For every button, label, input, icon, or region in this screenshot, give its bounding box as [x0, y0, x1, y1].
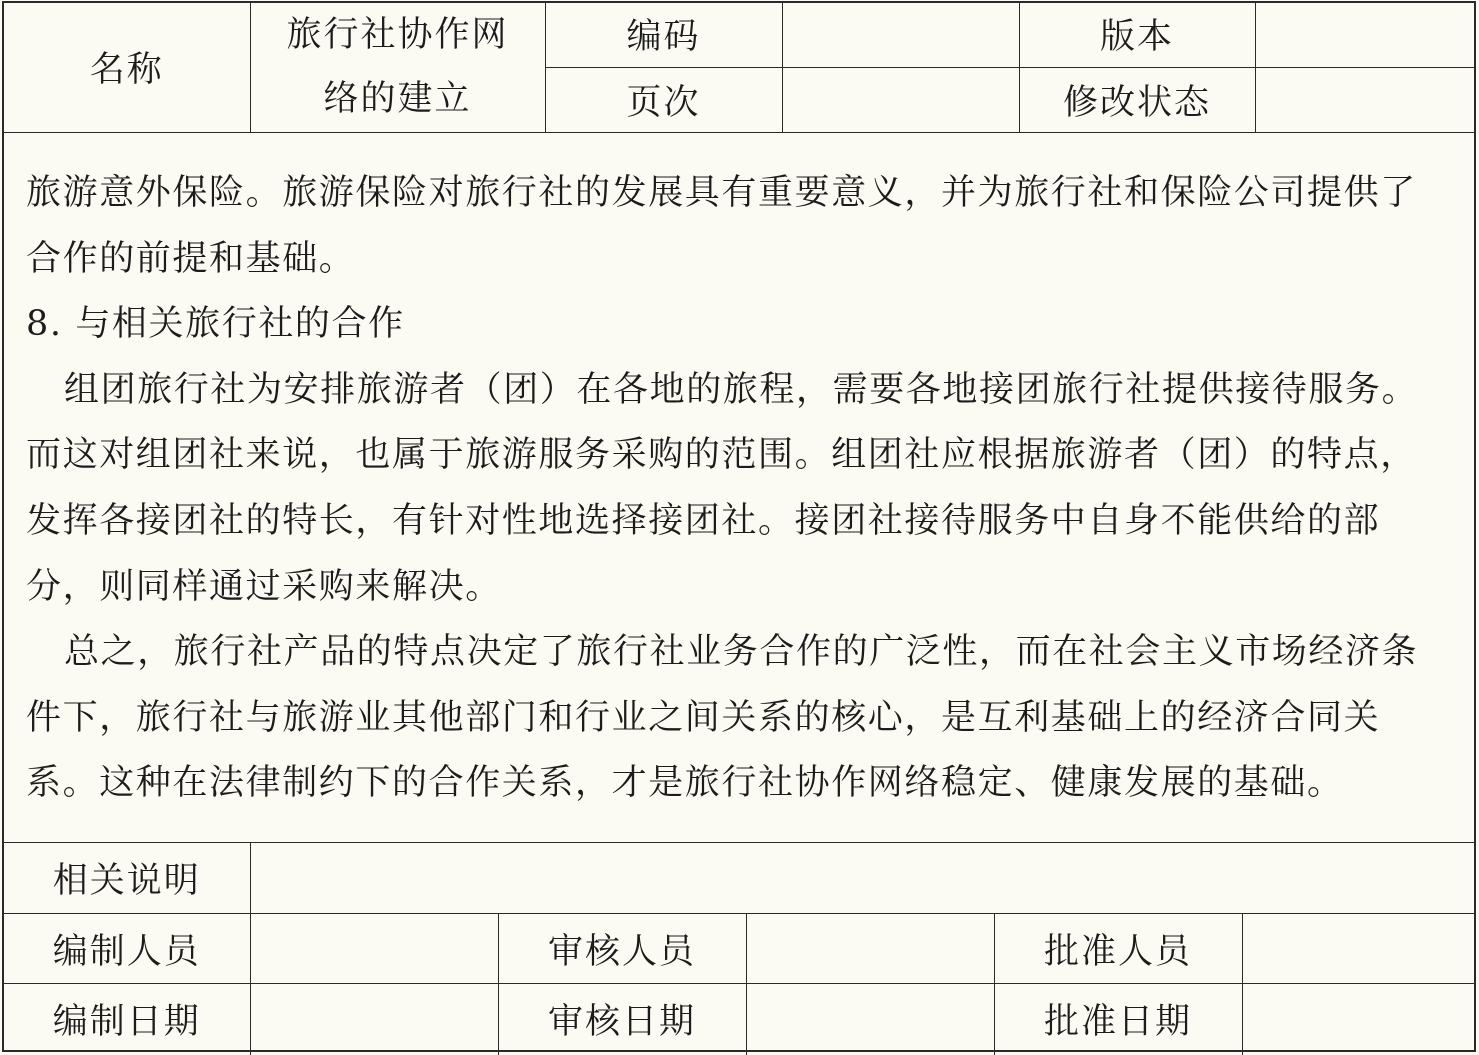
approver-value — [1242, 914, 1476, 984]
body-line: 总之，旅行社产品的特点决定了旅行社业务合作的广泛性，而在社会主义市场经济条 — [64, 632, 1419, 673]
document-sheet — [2, 1, 1476, 1052]
body-line: 件下，旅行社与旅游业其他部门和行业之间关系的核心，是互利基础上的经济合同关 — [26, 697, 1381, 738]
revision-label: 修改状态 — [1019, 67, 1255, 132]
document-title — [250, 2, 545, 132]
page-label: 页次 — [545, 67, 782, 132]
page-value — [782, 67, 1019, 132]
editor-label: 编制人员 — [4, 914, 250, 984]
version-label: 版本 — [1019, 2, 1255, 67]
version-value — [1255, 2, 1476, 67]
section-heading: 8. 与相关旅行社的合作 — [26, 304, 405, 345]
editor-value — [250, 914, 498, 984]
code-label: 编码 — [545, 2, 782, 67]
notes-value — [250, 843, 1476, 914]
body-line: 合作的前提和基础。 — [26, 238, 356, 279]
approver-label: 批准人员 — [994, 914, 1242, 984]
reviewer-label: 审核人员 — [498, 914, 746, 984]
body-line: 旅游意外保险。旅游保险对旅行社的发展具有重要意义，并为旅行社和保险公司提供了 — [26, 173, 1417, 213]
revision-value — [1255, 67, 1476, 132]
body-line: 而这对组团社来说，也属于旅游服务采购的范围。组团社应根据旅游者（团）的特点， — [26, 435, 1417, 476]
body-line: 系。这种在法律制约下的合作关系，才是旅行社协作网络稳定、健康发展的基础。 — [26, 763, 1344, 804]
body-line: 发挥各接团社的特长，有针对性地选择接团社。接团社接待服务中自身不能供给的部 — [26, 500, 1381, 541]
header-table — [4, 2, 1476, 133]
document-title-line-1: 旅行社协作网 — [286, 14, 509, 55]
review-date-value — [746, 984, 994, 1055]
edit-date-label: 编制日期 — [4, 984, 250, 1055]
body-line: 组团旅行社为安排旅游者（团）在各地的旅程，需要各地接团旅行社提供接待服务。 — [64, 369, 1419, 410]
approve-date-label: 批准日期 — [994, 984, 1242, 1055]
reviewer-value — [746, 914, 994, 984]
notes-label: 相关说明 — [4, 843, 250, 914]
review-date-label: 审核日期 — [498, 984, 746, 1055]
document-title-line-2: 络的建立 — [323, 78, 472, 119]
name-label: 名称 — [4, 2, 250, 132]
footer-table — [4, 842, 1476, 1055]
body-line: 分，则同样通过采购来解决。 — [26, 566, 502, 607]
code-value — [782, 2, 1019, 67]
approve-date-value — [1242, 984, 1476, 1055]
edit-date-value — [250, 984, 498, 1055]
body-text — [4, 133, 1476, 843]
